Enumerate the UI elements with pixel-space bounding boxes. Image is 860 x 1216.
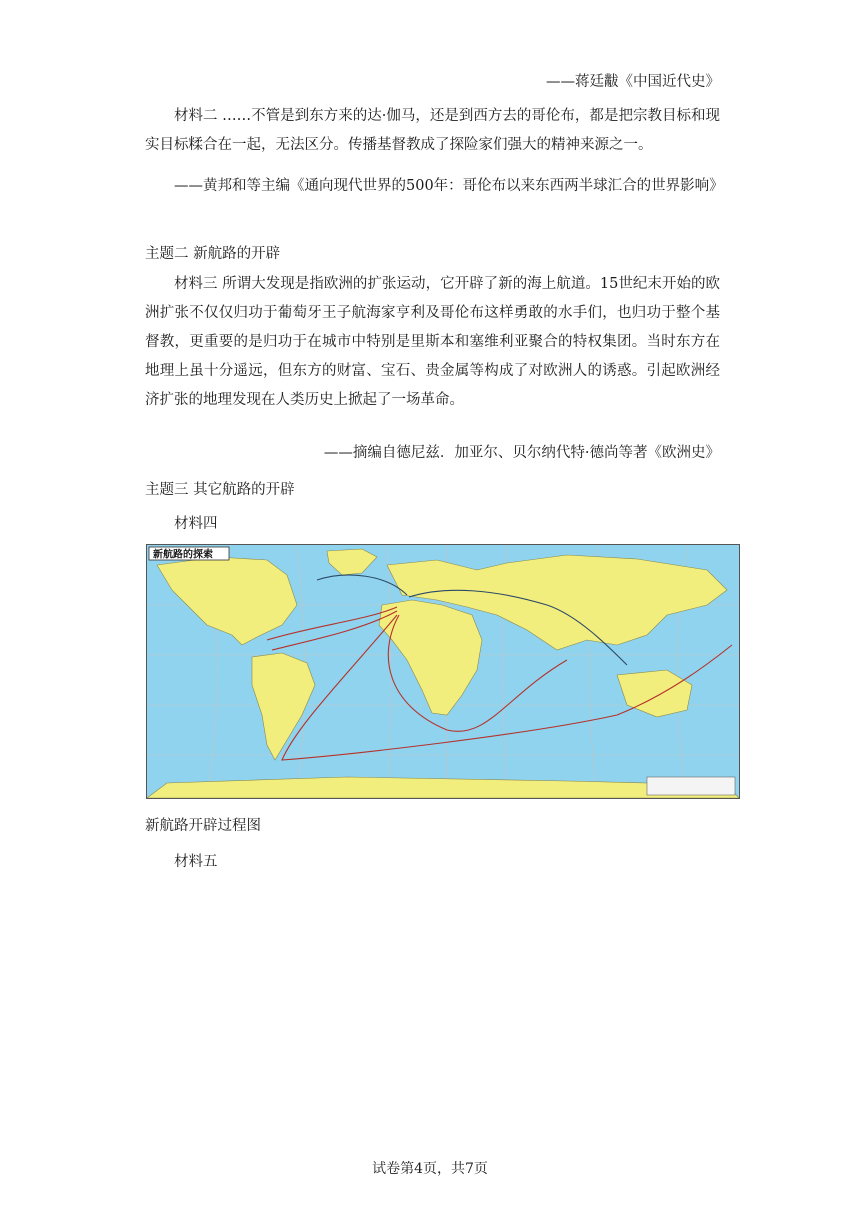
material-2-text: 材料二 ……不管是到东方来的达·伽马，还是到西方去的哥伦布，都是把宗教目标和现实目标糅合在一起，无法区分。传播基督教成了探险家们强大的精神来源之一。 (145, 108, 720, 153)
material-2-source: ——黄邦和等主编《通向现代世界的500年：哥伦布以来东西两半球汇合的世界影响》 (174, 178, 724, 194)
map-caption: 新航路开辟过程图 (145, 818, 261, 834)
theme-2-heading: 主题二 新航路的开辟 (145, 246, 281, 262)
theme-3-heading: 主题三 其它航路的开辟 (145, 482, 295, 498)
material-3-text: 材料三 所谓大发现是指欧洲的扩张运动，它开辟了新的海上航道。15世纪末开始的欧洲扩张不仅仅归功于葡萄牙王子航海家亨利及哥伦布这样勇敢的水手们，也归功于整个基督教，更重要的是归功于在城市中特别是里斯本和塞维利亚聚合的特权集团。当时东方在地理上虽十分遥远，但东方的财富、宝石、贵金属等构成了对欧洲人的诱惑。引起欧洲经济扩张的地理发现在人类历史上掀起了一场革命。 (145, 276, 720, 408)
material-3-source: ——摘编自德尼兹．加亚尔、贝尔纳代特·德尚等著《欧洲史》 (323, 445, 720, 461)
material-4-label: 材料四 (174, 516, 218, 532)
route-map-graphic (147, 545, 739, 798)
map-title: 新航路的探索 (153, 549, 213, 561)
page-footer: 试卷第4页，共7页 (372, 1161, 488, 1177)
map-legend (647, 777, 735, 795)
source-citation-1: ——蒋廷黻《中国近代史》 (546, 74, 720, 90)
material-5-label: 材料五 (174, 854, 218, 870)
route-map (146, 544, 740, 799)
